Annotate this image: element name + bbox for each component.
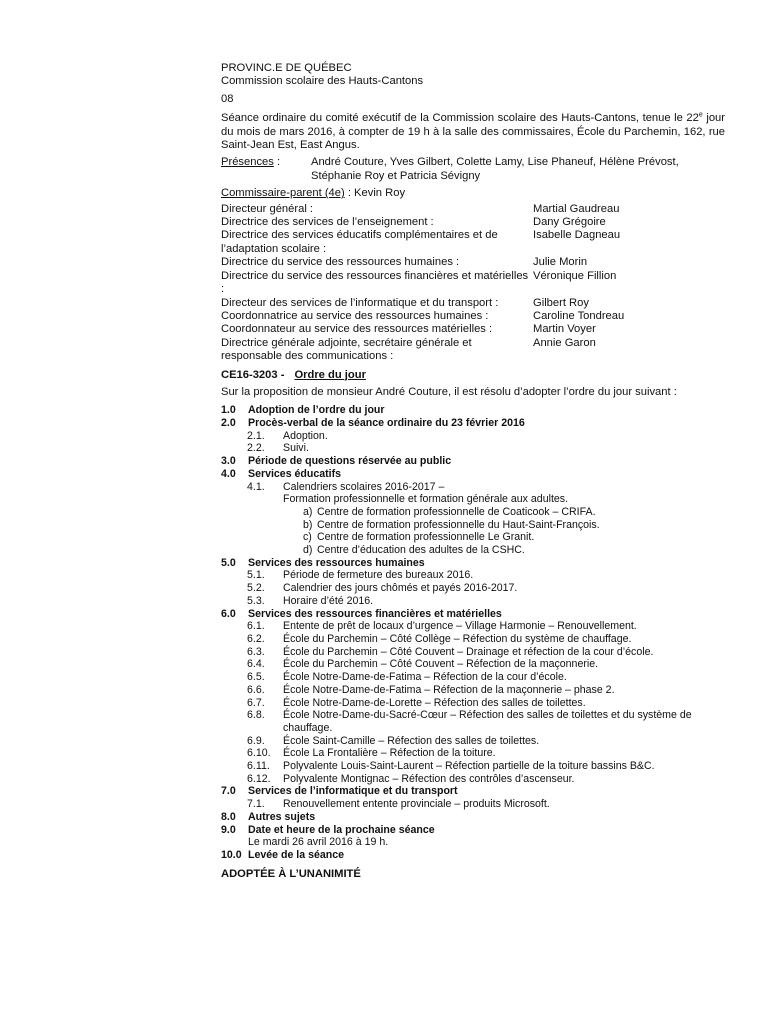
document-page bbox=[221, 62, 725, 881]
agenda-item bbox=[221, 582, 725, 595]
agenda-item bbox=[221, 684, 725, 697]
adoption-statement: ADOPTÉE À L’UNANIMITÉ bbox=[221, 867, 361, 880]
agenda-section bbox=[221, 417, 725, 430]
agenda-item bbox=[221, 671, 725, 684]
letter-marker: a) bbox=[303, 505, 313, 518]
commission-name: Commission scolaire des Hauts-Cantons bbox=[221, 75, 424, 88]
item-number: 6.9. bbox=[247, 734, 265, 747]
item-number: 6.6. bbox=[247, 683, 265, 696]
item-number: 6.7. bbox=[247, 696, 265, 709]
item-number: 6.11. bbox=[247, 760, 270, 773]
section-number: 8.0 bbox=[221, 810, 236, 823]
section-title: Services des ressources humaines bbox=[248, 556, 425, 569]
staff-roles bbox=[221, 203, 725, 364]
item-number: 2.1. bbox=[247, 429, 265, 442]
role-name: Caroline Tondreau bbox=[533, 309, 625, 322]
item-text: École Notre-Dame-du-Sacré-Cœur – Réfection des salles de toilettes et du système de chauffage. bbox=[283, 709, 692, 734]
item-text: École Notre-Dame-de-Lorette – Réfection des salles de toilettes. bbox=[283, 696, 586, 709]
agenda-item bbox=[221, 442, 725, 455]
role-name: Dany Grégoire bbox=[533, 216, 606, 229]
item-number: 6.2. bbox=[247, 633, 265, 645]
resolution-heading bbox=[221, 369, 725, 382]
role-row bbox=[221, 337, 725, 364]
agenda-item bbox=[221, 735, 725, 748]
agenda bbox=[221, 404, 725, 861]
lettered-item bbox=[221, 544, 725, 557]
agenda-section bbox=[221, 811, 725, 824]
section-number: 10.0 bbox=[221, 848, 242, 861]
agenda-item bbox=[221, 633, 725, 646]
agenda-section bbox=[221, 557, 725, 570]
role-row bbox=[221, 323, 725, 336]
item-text: École Saint-Camille – Réfection des salles de toilettes. bbox=[283, 734, 540, 747]
role-title: Directrice du service des ressources humaines : bbox=[221, 256, 460, 269]
session-intro bbox=[221, 112, 725, 152]
lettered-text: Centre de formation professionnelle du Haut-Saint-François. bbox=[317, 518, 600, 531]
role-name: Isabelle Dagneau bbox=[533, 229, 621, 242]
item-number: 6.4. bbox=[247, 658, 265, 671]
item-text: École du Parchemin – Côté Collège – Réfection du système de chauffage. bbox=[283, 633, 632, 645]
role-title: Directeur général : bbox=[221, 202, 314, 215]
role-row bbox=[221, 229, 725, 256]
role-title: Directrice des services de l’enseignement : bbox=[221, 216, 434, 229]
role-name: Gilbert Roy bbox=[533, 296, 589, 309]
section-title: Procès-verbal de la séance ordinaire du 23 février 2016 bbox=[248, 417, 525, 430]
lettered-text: Centre d’éducation des adultes de la CSHC. bbox=[317, 544, 525, 557]
item-text: Renouvellement entente provinciale – produits Microsoft. bbox=[283, 798, 550, 811]
commissaire-parent bbox=[221, 187, 725, 200]
province-heading: PROVINC.E DE QUÉBEC bbox=[221, 62, 352, 74]
role-row bbox=[221, 216, 725, 229]
section-title: Date et heure de la prochaine séance bbox=[248, 823, 435, 836]
item-text: Calendrier des jours chômés et payés 2016-2017. bbox=[283, 582, 518, 595]
letter-marker: d) bbox=[303, 544, 313, 557]
presences-colon: : bbox=[273, 156, 281, 169]
agenda-item bbox=[221, 620, 725, 633]
intro-text-2: jour du mois de mars 2016, à compter de 19 h à la salle des commissaires, École du Parchemin, 162, rue Saint-Jean Est, East Angus. bbox=[221, 112, 725, 152]
role-title: Directrice des services éducatifs complémentaires et de l’adaptation scolaire : bbox=[221, 229, 498, 255]
role-name: Véronique Fillion bbox=[533, 269, 617, 282]
agenda-section bbox=[221, 608, 725, 621]
resolution-text: Sur la proposition de monsieur André Couture, il est résolu d’adopter l’ordre du jour suivant : bbox=[221, 385, 677, 398]
section-number: 4.0 bbox=[221, 467, 236, 480]
role-row bbox=[221, 310, 725, 323]
item-number: 2.2. bbox=[247, 442, 265, 455]
presences-label: Présences bbox=[221, 156, 274, 169]
item-number: 4.1. bbox=[247, 480, 265, 493]
role-row bbox=[221, 270, 725, 297]
item-number: 5.2. bbox=[247, 582, 265, 595]
role-name: Martin Voyer bbox=[533, 323, 596, 336]
role-title: Directrice du service des ressources financières et matérielles : bbox=[221, 269, 529, 296]
role-title: Coordonnateur au service des ressources matérielles : bbox=[221, 323, 493, 336]
agenda-item bbox=[221, 569, 725, 582]
role-name: Annie Garon bbox=[533, 336, 596, 349]
item-text: Période de fermeture des bureaux 2016. bbox=[283, 569, 474, 582]
item-text: Horaire d’été 2016. bbox=[283, 594, 374, 607]
item-number: 5.3. bbox=[247, 594, 265, 607]
commissaire-parent-label: Commissaire-parent (4e) bbox=[221, 187, 345, 200]
agenda-item bbox=[221, 430, 725, 443]
item-text: École Notre-Dame-de-Fatima – Réfection de la maçonnerie – phase 2. bbox=[283, 683, 615, 696]
section-title: Adoption de l’ordre du jour bbox=[248, 404, 385, 417]
next-meeting-date: Le mardi 26 avril 2016 à 19 h. bbox=[248, 836, 389, 849]
commissaire-parent-value: : Kevin Roy bbox=[344, 187, 406, 200]
lettered-text: Centre de formation professionnelle Le Granit. bbox=[317, 531, 535, 544]
agenda-item bbox=[221, 709, 725, 734]
item-text: Suivi. bbox=[283, 442, 309, 455]
agenda-item bbox=[221, 773, 725, 786]
section-title: Levée de la séance bbox=[248, 848, 344, 861]
section-title: Autres sujets bbox=[248, 810, 316, 823]
role-row bbox=[221, 297, 725, 310]
agenda-section bbox=[221, 468, 725, 481]
agenda-item bbox=[221, 760, 725, 773]
agenda-item bbox=[221, 697, 725, 710]
resolution-title: Ordre du jour bbox=[294, 368, 366, 381]
agenda-section bbox=[221, 404, 725, 417]
section-number: 9.0 bbox=[221, 823, 236, 836]
item-text: Adoption. bbox=[283, 429, 328, 442]
lettered-item bbox=[221, 506, 725, 519]
role-name: Martial Gaudreau bbox=[533, 202, 620, 215]
agenda-item bbox=[221, 798, 725, 811]
section-title: Période de questions réservée au public bbox=[248, 455, 452, 468]
item-number: 6.5. bbox=[247, 671, 265, 684]
agenda-section bbox=[221, 455, 725, 468]
item-text: Polyvalente Louis-Saint-Laurent – Réfection partielle de la toiture bassins B&C. bbox=[283, 760, 655, 773]
item-text: Calendriers scolaires 2016-2017 – bbox=[283, 480, 445, 493]
intro-superscript: e bbox=[698, 111, 703, 119]
lettered-item bbox=[221, 519, 725, 532]
item-number: 6.12. bbox=[247, 772, 271, 785]
item-text: Polyvalente Montignac – Réfection des contrôles d’ascenseur. bbox=[283, 772, 575, 785]
agenda-section bbox=[221, 824, 725, 837]
section-number: 2.0 bbox=[221, 417, 236, 430]
letter-marker: c) bbox=[303, 531, 312, 544]
role-row bbox=[221, 256, 725, 269]
section-title: Services de l’informatique et du transport bbox=[248, 785, 458, 798]
item-number: 6.8. bbox=[247, 709, 265, 722]
agenda-item bbox=[221, 595, 725, 608]
item-description: Formation professionnelle et formation générale aux adultes. bbox=[283, 493, 569, 506]
section-title: Services éducatifs bbox=[248, 467, 342, 480]
item-number: 5.1. bbox=[247, 569, 265, 582]
section-number: 1.0 bbox=[221, 404, 236, 417]
item-text: École Notre-Dame-de-Fatima – Réfection de la cour d’école. bbox=[283, 671, 567, 684]
role-row bbox=[221, 203, 725, 216]
agenda-item bbox=[221, 658, 725, 671]
document-header bbox=[221, 62, 725, 106]
role-name: Julie Morin bbox=[533, 256, 588, 269]
section-title: Services des ressources financières et matérielles bbox=[248, 607, 502, 620]
item-number: 6.3. bbox=[247, 645, 265, 658]
lettered-text: Centre de formation professionnelle de Coaticook – CRIFA. bbox=[317, 505, 596, 518]
section-number: 6.0 bbox=[221, 607, 236, 620]
presences bbox=[221, 156, 725, 183]
lettered-item bbox=[221, 531, 725, 544]
section-number: 7.0 bbox=[221, 785, 236, 798]
role-title: Coordonnatrice au service des ressources humaines : bbox=[221, 309, 489, 322]
agenda-section bbox=[221, 785, 725, 798]
section-number: 5.0 bbox=[221, 556, 236, 569]
page-number: 08 bbox=[221, 92, 234, 105]
agenda-section bbox=[221, 849, 725, 862]
item-text: École La Frontalière – Réfection de la toiture. bbox=[283, 747, 496, 760]
item-text: École du Parchemin – Côté Couvent – Drainage et réfection de la cour d’école. bbox=[283, 645, 654, 658]
item-text: Entente de prêt de locaux d’urgence – Village Harmonie – Renouvellement. bbox=[283, 620, 637, 633]
intro-text-1: Séance ordinaire du comité exécutif de la Commission scolaire des Hauts-Cantons, tenue le 22 bbox=[221, 112, 699, 125]
role-title: Directrice générale adjointe, secrétaire générale et responsable des communications : bbox=[221, 336, 472, 363]
item-text: École du Parchemin – Côté Couvent – Réfection de la maçonnerie. bbox=[283, 658, 599, 671]
agenda-item bbox=[221, 481, 725, 494]
resolution-code: CE16-3203 - bbox=[221, 368, 285, 381]
item-number: 7.1. bbox=[247, 798, 265, 811]
agenda-item bbox=[221, 646, 725, 659]
section-number: 3.0 bbox=[221, 455, 236, 468]
presences-label-wrap bbox=[221, 156, 311, 183]
agenda-item bbox=[221, 747, 725, 760]
item-number: 6.10. bbox=[247, 747, 271, 760]
presences-list: André Couture, Yves Gilbert, Colette Lamy, Lise Phaneuf, Hélène Prévost, Stéphanie Roy et Patricia Sévigny bbox=[311, 156, 679, 182]
letter-marker: b) bbox=[303, 518, 313, 531]
role-title: Directeur des services de l’informatique et du transport : bbox=[221, 296, 499, 309]
item-number: 6.1. bbox=[247, 620, 265, 633]
